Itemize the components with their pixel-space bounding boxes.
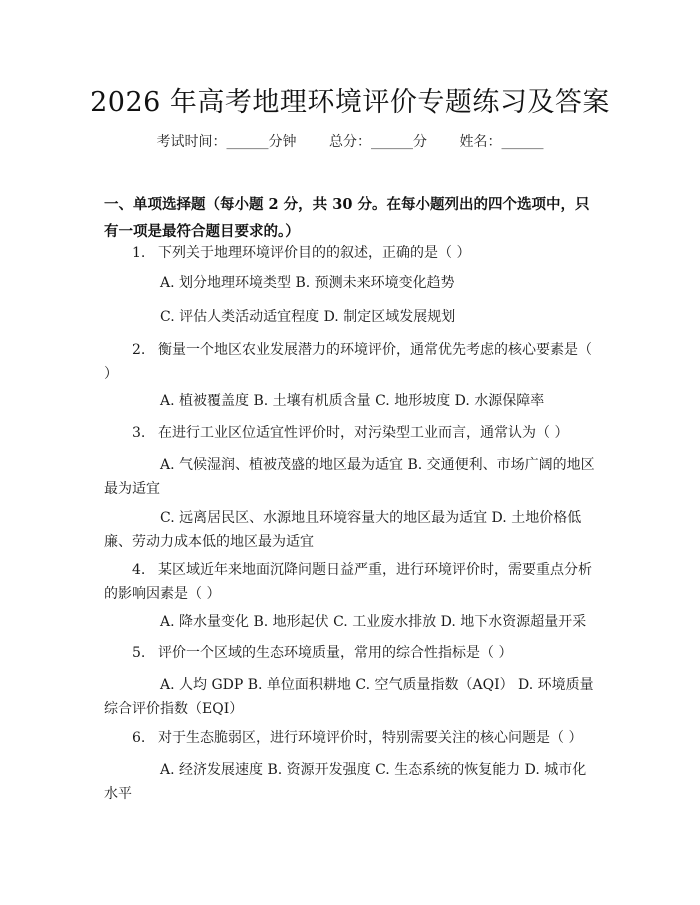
section-heading: 一、单项选择题（每小题 2 分，共 30 分。在每小题列出的四个选项中，只有一项是最符合题目要求的。） — [104, 196, 590, 240]
question-4-stem — [104, 558, 598, 606]
question-2-stem — [104, 338, 598, 386]
question-text: 衡量一个地区农业发展潜力的环境评价，通常优先考虑的核心要素是（ ） — [104, 342, 592, 382]
question-6-options-1: A. 经济发展速度 B. 资源开发强度 C. 生态系统的恢复能力 D. 城市化水平 — [104, 762, 587, 802]
page-title: 2026 年高考地理环境评价专题练习及答案 — [90, 87, 610, 118]
question-number: 2. — [132, 342, 146, 358]
question-number: 5. — [132, 645, 146, 661]
total-score: 总分：______分 — [329, 134, 427, 150]
question-1-stem — [104, 241, 598, 265]
question-number: 6. — [132, 730, 146, 746]
exam-time: 考试时间：______分钟 — [156, 134, 297, 150]
question-6-stem — [104, 726, 598, 750]
question-text: 评价一个区域的生态环境质量，常用的综合性指标是（ ） — [158, 645, 513, 661]
question-3-options-2: C. 远离居民区、水源地且环境容量大的地区最为适宜 D. 土地价格低廉、劳动力成本低的地区最为适宜 — [104, 510, 582, 550]
question-1-options-1: A. 划分地理环境类型 B. 预测未来环境变化趋势 — [160, 275, 455, 291]
question-1-options-2: C. 评估人类活动适宜程度 D. 制定区域发展规划 — [160, 309, 456, 325]
student-name: 姓名：______ — [459, 134, 544, 150]
question-text: 下列关于地理环境评价目的的叙述，正确的是（ ） — [158, 245, 471, 261]
question-2-options-1: A. 植被覆盖度 B. 土壤有机质含量 C. 地形坡度 D. 水源保障率 — [160, 393, 545, 409]
question-text: 某区域近年来地面沉降问题日益严重，进行环境评价时，需要重点分析的影响因素是（ ） — [104, 562, 592, 602]
question-3-stem — [104, 421, 598, 445]
question-3-options-1: A. 气候湿润、植被茂盛的地区最为适宜 B. 交通便利、市场广阔的地区最为适宜 — [104, 457, 595, 497]
question-number: 1. — [132, 245, 146, 261]
question-number: 3. — [132, 425, 146, 441]
question-5-stem — [104, 641, 598, 665]
question-4-options-1: A. 降水量变化 B. 地形起伏 C. 工业废水排放 D. 地下水资源超量开采 — [160, 614, 587, 630]
question-text: 对于生态脆弱区，进行环境评价时，特别需要关注的核心问题是（ ） — [158, 730, 583, 746]
exam-meta — [0, 131, 700, 151]
question-5-options-1: A. 人均 GDP B. 单位面积耕地 C. 空气质量指数（AQI） D. 环境质量综合评价指数（EQI） — [104, 677, 594, 717]
question-text: 在进行工业区位适宜性评价时，对污染型工业而言，通常认为（ ） — [158, 425, 569, 441]
question-number: 4. — [132, 562, 146, 578]
